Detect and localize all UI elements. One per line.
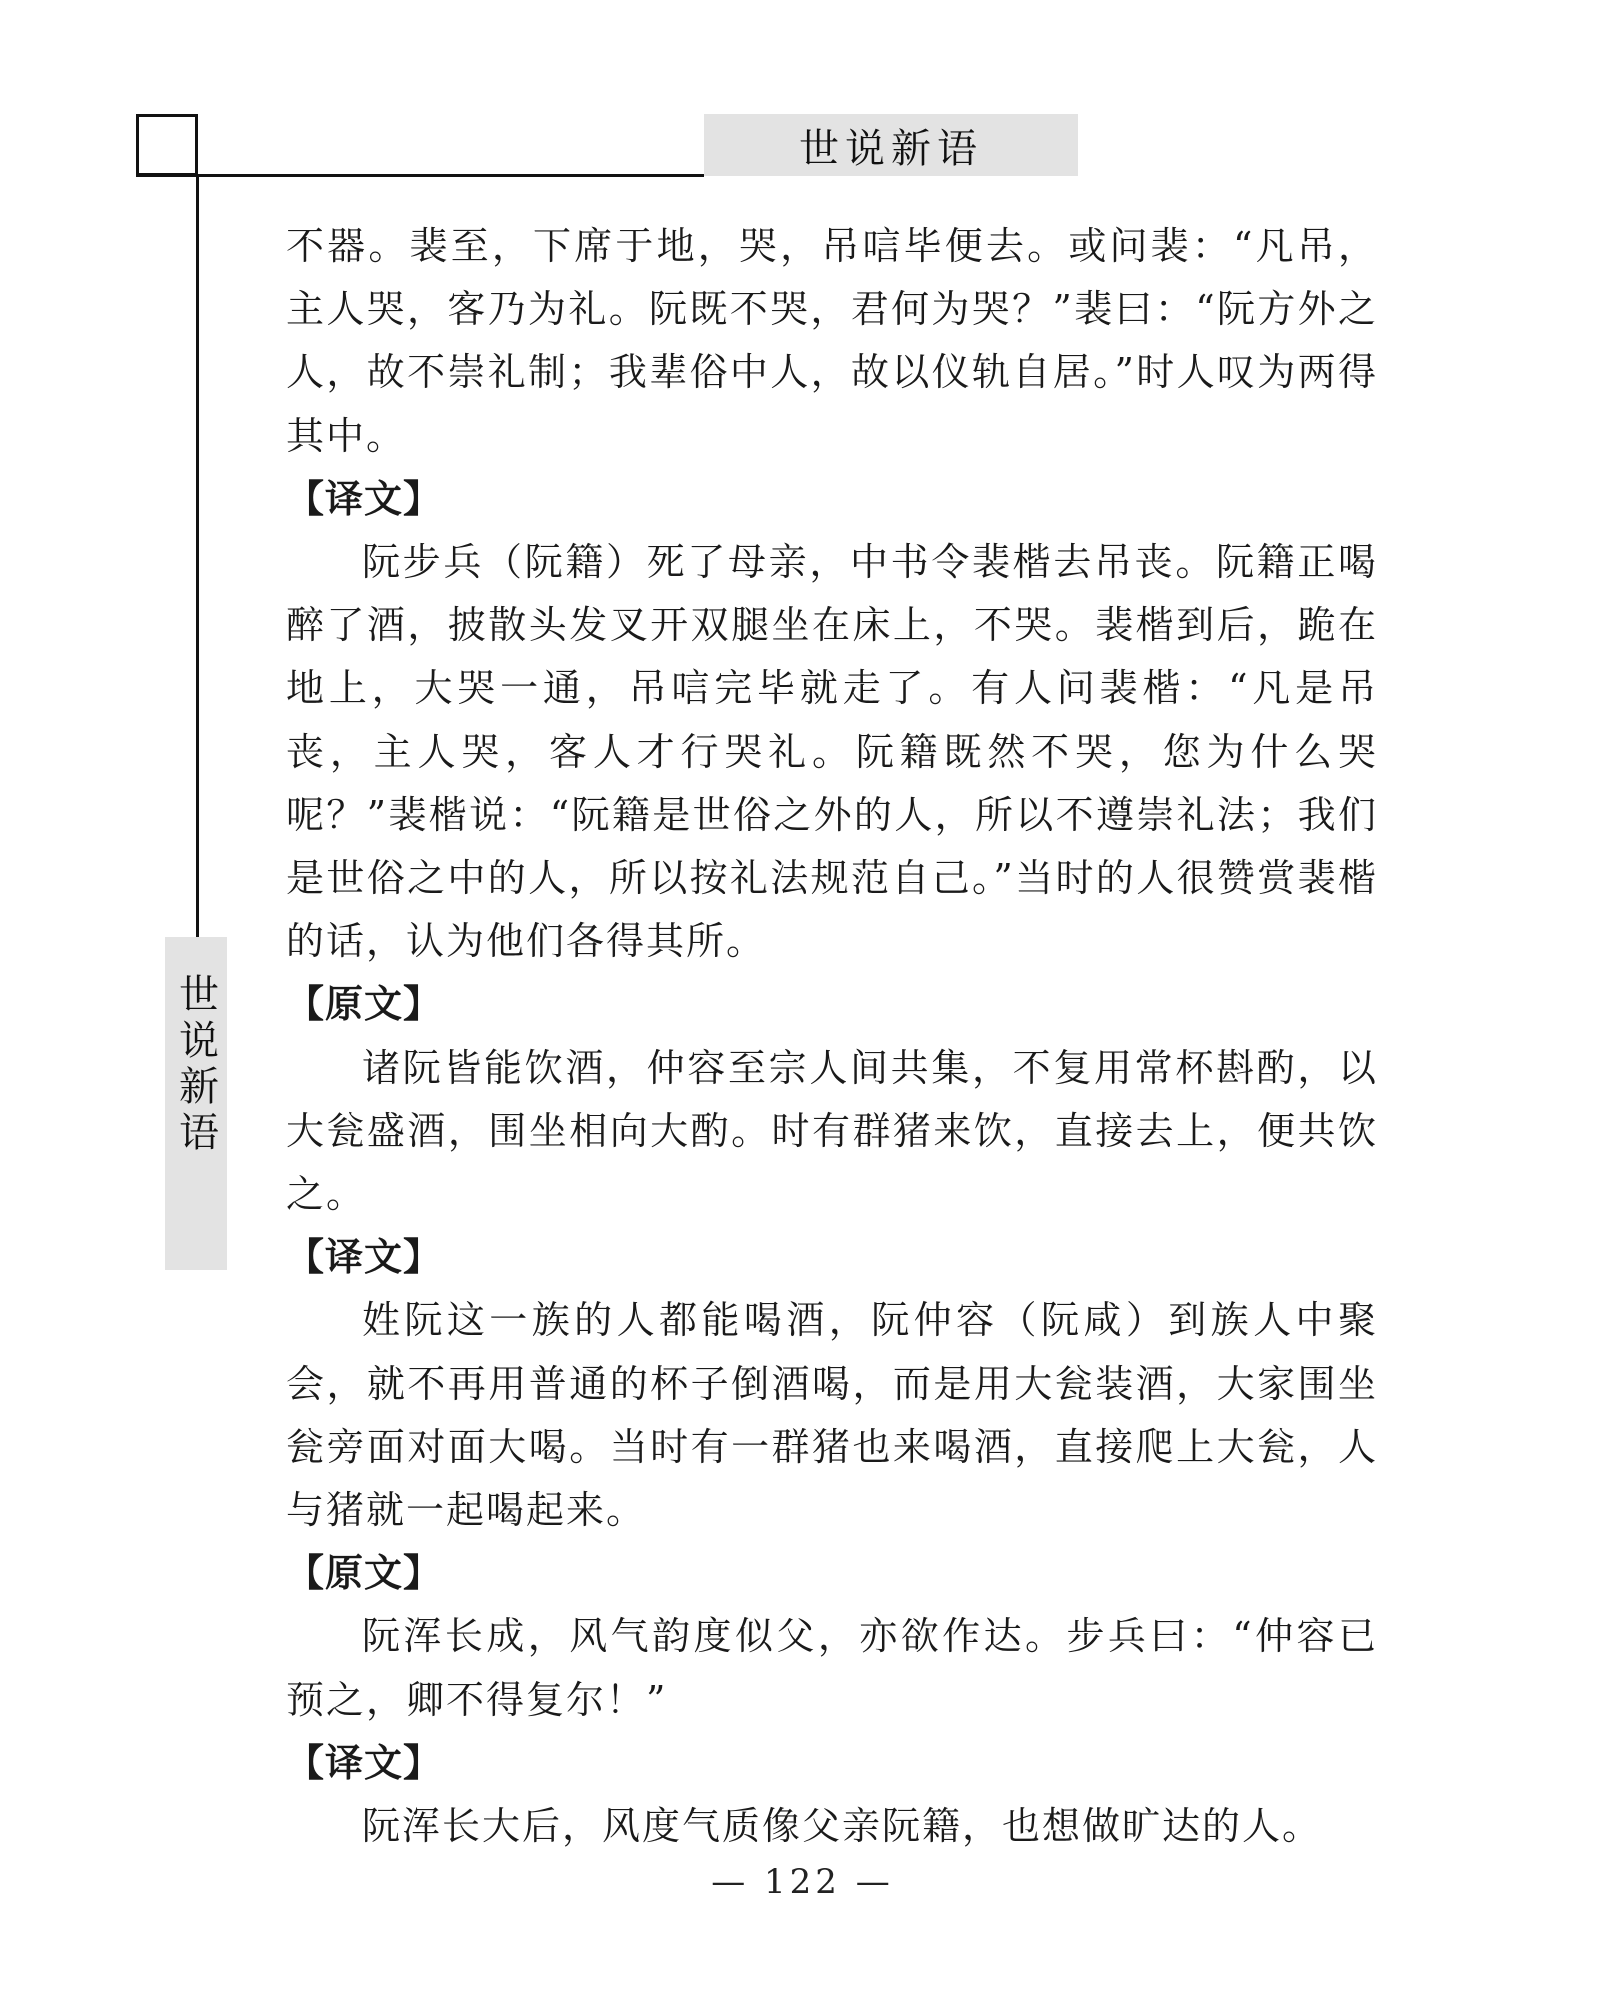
translation-paragraph: 阮步兵（阮籍）死了母亲，中书令裴楷去吊丧。阮籍正喝醉了酒，披散头发叉开双腿坐在床上，不哭。裴楷到后，跪在地上，大哭一通，吊唁完毕就走了。有人问裴楷：“凡是吊丧，主人哭，客人才行哭礼。阮籍既然不哭，您为什么哭呢？”裴楷说：“阮籍是世俗之外的人，所以不遵崇礼法；我们是世俗之中的人，所以按礼法规范自己。”当时的人很赞赏裴楷的话，认为他们各得其所。	[286, 540, 1378, 964]
translation-paragraph: 阮浑长大后，风度气质像父亲阮籍，也想做旷达的人。	[362, 1804, 1323, 1849]
section-label-translation: 【译文】	[286, 476, 443, 521]
margin-rule	[196, 176, 199, 938]
page-content	[286, 215, 1378, 1858]
original-paragraph: 阮浑长成，风气韵度似父，亦欲作达。步兵曰：“仲容已预之，卿不得复尔！”	[286, 1614, 1378, 1722]
section-label-translation: 【译文】	[286, 1235, 443, 1280]
page-number: — 122 —	[711, 1862, 894, 1902]
running-header-title: 世说新语	[799, 125, 983, 172]
corner-frame-box	[136, 114, 198, 176]
header-rule	[136, 174, 704, 177]
running-header	[704, 114, 1078, 176]
original-paragraph: 诸阮皆能饮酒，仲容至宗人间共集，不复用常杯斟酌，以大瓮盛酒，围坐相向大酌。时有群猪来饮，直接去上，便共饮之。	[286, 1045, 1378, 1217]
section-label-translation: 【译文】	[286, 1740, 443, 1785]
continued-paragraph: 不器。裴至，下席于地，哭，吊唁毕便去。或问裴：“凡吊，主人哭，客乃为礼。阮既不哭，君何为哭？”裴曰：“阮方外之人，故不崇礼制；我辈俗中人，故以仪轨自居。”时人叹为两得其中。	[286, 224, 1378, 458]
section-label-original: 【原文】	[286, 982, 443, 1027]
side-tab	[165, 937, 227, 1270]
section-label-original: 【原文】	[286, 1551, 443, 1596]
side-tab-title: 世说新语	[172, 973, 219, 1157]
translation-paragraph: 姓阮这一族的人都能喝酒，阮仲容（阮咸）到族人中聚会，就不再用普通的杯子倒酒喝，而是用大瓮装酒，大家围坐瓮旁面对面大喝。当时有一群猪也来喝酒，直接爬上大瓮，人与猪就一起喝起来。	[286, 1298, 1378, 1533]
